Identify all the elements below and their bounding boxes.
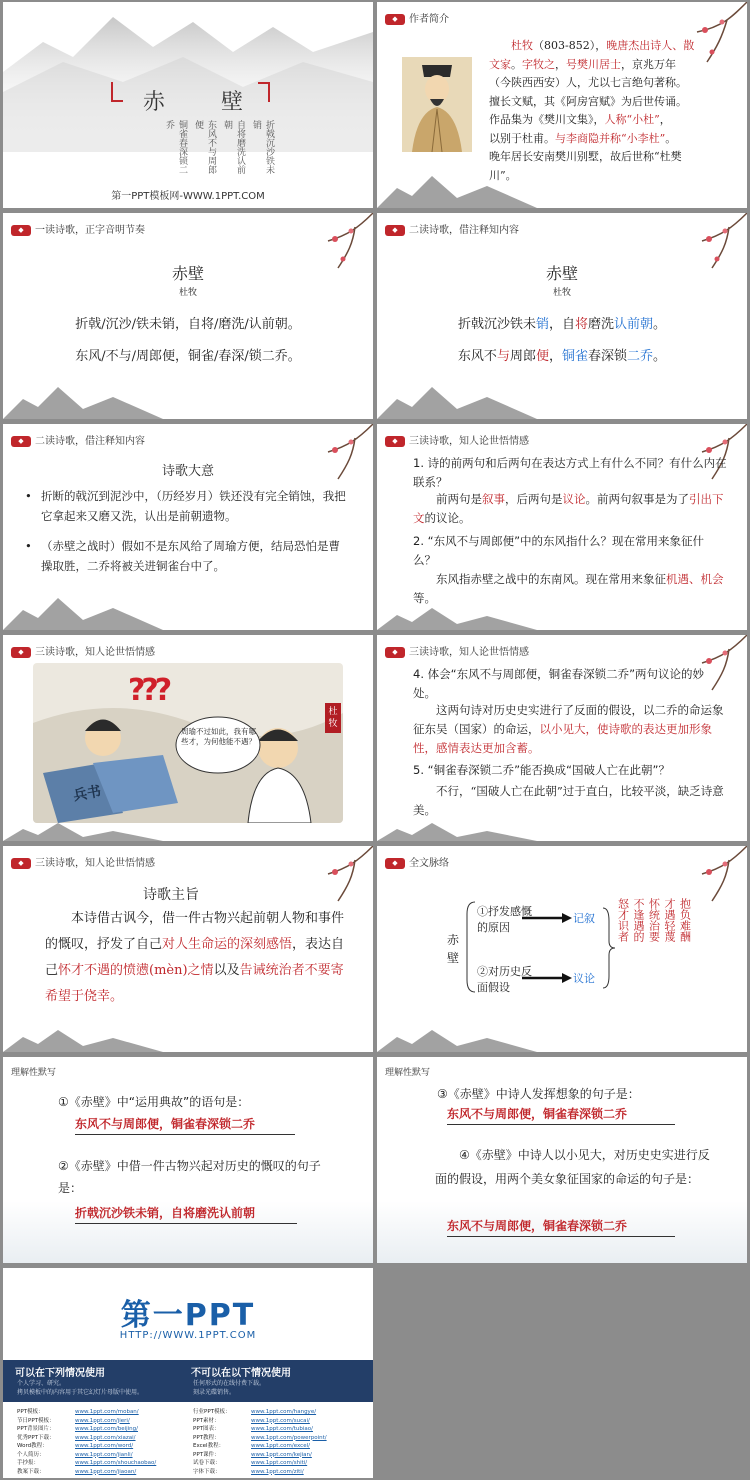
poem-column: 东风不与周郎便 [193,120,216,174]
blossom-icon [313,424,373,494]
question-1: 1. 诗的前两句和后两句在表达方式上有什么不同？有什么内在联系？ [413,456,727,489]
link-label: PPT背景图片： [17,1426,55,1432]
link[interactable]: www.1ppt.com/tubiao/ [251,1426,313,1432]
poem-column: 自将磨洗认前朝 [222,120,245,174]
cartoon-scene [33,663,343,823]
seal-icon: ◆ [385,225,405,236]
list-item: • （赤壁之战时）假如不是东风给了周瑜方便，结局恐怕是曹操取胜，二乔将被关进铜雀台中了。 [25,536,351,576]
poem-vertical [163,120,276,180]
link-row [193,1451,327,1460]
bio-line [489,74,739,93]
link-row [193,1434,327,1443]
text-run: 对人生命运的深刻感悟 [162,937,293,952]
text-run: 认前朝 [614,317,654,332]
slide-recite-1 [3,1057,373,1263]
meaning-list [25,486,351,586]
text-run: ，后两句是 [505,492,563,506]
slide-author [377,2,747,208]
footer-site: 第一PPT模板网-WWW.1PPT.COM [111,191,265,202]
text-run: 号樊川居士 [566,57,621,71]
bio-line [489,56,739,75]
text-run: 叙事 [482,492,505,506]
text-run: 人称“小杜” [604,113,660,126]
text-run: 以小见大，使诗歌的表达更加形象性，感情表达更加含蓄。 [413,722,712,755]
poem-line-2-annotated [377,345,747,364]
mountain-decoration [377,600,537,630]
text-run: 擅长文赋，其《阿房宫赋》为后世传诵。 [489,94,687,108]
slide-terms [3,1268,373,1478]
link[interactable]: www.1ppt.com/ziti/ [251,1468,304,1475]
label-discuss: 议论 [573,972,595,985]
mountain-decoration [377,369,537,419]
link-row [193,1459,327,1468]
slide-read-1 [3,213,373,419]
link-label: PPT教程： [193,1434,220,1441]
link[interactable]: www.1ppt.com/jianli/ [75,1451,133,1458]
link-row [17,1459,156,1468]
text-run: 晚唐杰出诗人、散 [606,39,695,52]
question-marks: ??? [128,673,169,708]
list-item: 拷贝模板中的内容用于其它幻灯片母版中使用。 [17,1389,144,1396]
poem-column: 铜雀春深锁二乔 [164,120,187,174]
speech-bubble: 周瑜不过如此，我有哪些才，为何他能不遇？ [181,727,256,746]
text-run: 东风不 [457,349,497,364]
recite-answer-2: 折戟沉沙铁未销，自将磨洗认前朝 [75,1204,297,1224]
link[interactable]: www.1ppt.com/hangye/ [251,1409,317,1415]
terms-band [3,1360,373,1402]
list-item: 刻录光碟销售。 [193,1389,236,1396]
slide-theme [3,846,373,1052]
text-run: （今陕西西安）人，尤以七言绝句著称。 [489,76,687,89]
recite-question-1: ①《赤壁》中“运用典故”的语句是： [58,1095,250,1109]
slide-questions-2 [377,635,747,841]
text-run: 春深锁 [588,349,628,364]
mountain-decoration [377,1022,537,1052]
conclusion-column: 怒才识者 [616,898,630,942]
text-run: 东风指赤壁之战中的东南风。现在常用来象征 [436,572,666,586]
link-label: Excel教程： [193,1443,225,1449]
link-label: 试卷下载： [193,1460,221,1466]
text-run: 磨洗 [588,317,615,332]
link-label: Word教程： [17,1443,48,1449]
label-narrate: 记叙 [573,912,595,925]
cannot-use-title: 不可以在以下情况使用 [191,1368,291,1379]
link-row [17,1417,156,1426]
link-row [17,1451,156,1460]
section-title: 诗歌主旨 [143,887,199,903]
question-2: 2. “东风不与周郎便”中的东风指什么？现在常用来象征什么？ [413,534,705,567]
mountain-decoration [3,580,163,630]
text-run: ， [659,113,671,126]
name-tag: 杜牧 [325,703,341,733]
seal-icon: ◆ [385,647,405,658]
seal-icon: ◆ [385,14,405,25]
recite-question-2: ②《赤壁》中借一件古物兴起对历史的慨叹的句子是： [58,1159,321,1195]
mountain-decoration [3,817,163,841]
text-run: 作品集为《樊川文集》， [489,113,605,126]
link[interactable]: www.1ppt.com/jieri/ [75,1417,130,1424]
link-label: 优秀PPT下载： [17,1434,55,1441]
structure-root: 赤壁 [447,933,460,965]
text-run: 以别于杜甫。 [489,131,555,145]
branch-1: ①抒发感慨的原因 [477,905,532,934]
branch-2: ②对历史反面假设 [477,965,532,994]
seal-icon: ◆ [11,647,31,658]
section-title: 诗歌大意 [161,464,214,479]
slide-title [3,2,373,208]
slide-questions-1 [377,424,747,630]
brand-logo: 第一PPT [120,1298,256,1333]
link[interactable]: www.1ppt.com/excel/ [251,1443,310,1449]
recite-answer-1: 东风不与周郎便，铜雀春深锁二乔 [75,1115,295,1135]
slide-header: ◆ 三读诗歌，知人论世悟情感 [11,643,155,658]
text-run: 。 [653,317,667,332]
text-run: 铜雀 [562,349,589,364]
answer-1 [413,490,729,528]
text-run: 销 [535,317,549,332]
recite-answer-4: 东风不与周郎便，铜雀春深锁二乔 [447,1217,675,1237]
link[interactable]: www.1ppt.com/xiazai/ [75,1434,136,1441]
link-label: 个人简历： [17,1451,45,1458]
recite-answer-3: 东风不与周郎便，铜雀春深锁二乔 [447,1105,675,1125]
text-run: 与 [496,349,510,364]
bio-line [489,130,739,149]
link-row [17,1442,156,1451]
text-run: 字牧之 [522,57,555,71]
link[interactable]: www.1ppt.com/kejian/ [251,1451,312,1458]
link-label: 节日PPT模板： [17,1417,55,1424]
conclusion-column: 才遇轻蔑 [663,898,676,942]
text-run: 本诗借古讽今，借一件古物兴起前朝人物和事件的慨叹，抒发了自己 [45,911,345,952]
cannot-use-list [193,1379,265,1397]
brand-url: HTTP://WWW.1PPT.COM [119,1330,257,1341]
bio-line [489,93,739,112]
text-run: 。 [665,131,677,145]
text-run: 便 [535,349,549,364]
slide-header: ◆ 一读诗歌，正字音明节奏 [11,221,145,236]
slide-header: ◆ 三读诗歌，知人论世悟情感 [11,854,155,869]
link-label: PPT图表： [193,1426,220,1432]
link[interactable]: www.1ppt.com/shiti/ [251,1460,308,1466]
can-use-list [17,1379,143,1397]
text-run: 的议论。 [424,511,471,525]
poem-author: 杜牧 [552,288,571,298]
answer-5 [413,782,729,820]
text-run: 。 [653,349,667,364]
text-run: 议论 [562,492,586,506]
text-run: 文家 [489,57,511,71]
mountain-decoration [377,158,537,208]
text-run: 川”。 [489,168,517,182]
link-label: 手抄报： [17,1460,40,1466]
slide-header: ◆ 三读诗歌，知人论世悟情感 [385,432,529,447]
slide-structure [377,846,747,1052]
bio-line [489,37,739,56]
recite-question-4: ④《赤壁》中诗人以小见大，对历史史实进行反面的假设，用两个美女象征国家的命运的句子是： [435,1148,710,1186]
portrait-du-mu [402,57,472,152]
link-row [17,1468,156,1477]
title-bracket-left [111,82,123,102]
link-row [193,1408,327,1417]
bio-line [489,111,739,130]
link-label: PPT课件： [193,1451,220,1458]
answer-4 [413,701,729,758]
list-item: • 折断的戟沉到泥沙中，（历经岁月）铁还没有完全销蚀，我把它拿起来又磨又洗，认出是前朝遗物。 [25,486,351,526]
slide-read-2 [377,213,747,419]
poem-title: 赤壁 [171,264,204,283]
poem-column: 折戟沉沙铁未销 [251,120,274,174]
slide-meaning [3,424,373,630]
link-row [193,1468,327,1477]
slide-header: 理解性默写 [385,1068,431,1078]
slide-header: ◆ 三读诗歌，知人论世悟情感 [385,643,529,658]
text-run: 不行，“国破人亡在此朝”过于直白，比较平淡，缺乏诗意美。 [413,784,724,817]
slide-header: 理解性默写 [11,1068,57,1078]
conclusion-column: 怀统治要 [647,898,661,942]
slide-header: ◆ 全文脉络 [385,854,449,869]
link-label: PPT素材： [193,1417,220,1424]
page-title: 赤 壁 [143,90,245,115]
slide-recite-2 [377,1057,747,1263]
seal-icon: ◆ [11,436,31,447]
theme-body [45,906,345,1010]
link[interactable]: www.1ppt.com/word/ [75,1443,134,1449]
link[interactable]: www.1ppt.com/beijing/ [75,1426,139,1432]
link-label: 行业PPT模板： [193,1409,231,1415]
seal-icon: ◆ [385,436,405,447]
can-use-title: 可以在下列情况使用 [15,1368,105,1379]
mountain-decoration [377,817,537,841]
text-run: ，自 [548,317,575,332]
text-run: 。 [511,57,522,71]
mountain-decoration [3,1022,163,1052]
link-label: 字体下载： [193,1468,221,1475]
mountain-decoration [3,369,163,419]
text-run: （803-852）， [533,39,607,52]
text-run: 这两句诗对历史史实进行了反面的假设，以二乔的命运象征东吴（国家）的命运， [413,703,724,736]
text-run: 晚年居长安南樊川别墅，故后世称“杜樊 [489,150,682,163]
conclusion-column: 抱负难酬 [678,898,692,942]
poem-line-1: 折戟/沉沙/铁未销，自将/磨洗/认前朝。 [75,317,301,332]
link-row [17,1434,156,1443]
link-row [17,1425,156,1434]
link-label: PPT模板： [17,1409,44,1415]
link-row [193,1417,327,1426]
conclusion-column: 不逢遇的 [632,898,645,942]
poem-line-1-annotated [377,313,747,332]
conclusion-vertical [615,898,692,1002]
list-item: 个人学习、研究。 [17,1380,66,1387]
text-run: 周郎 [509,349,536,364]
link-label: 教案下载： [17,1468,45,1475]
text-run: 将 [574,317,588,332]
slide-header: ◆ 二读诗歌，借注释知内容 [11,432,145,447]
link-row [17,1408,156,1417]
text-run: 。前两句叙事是为了 [585,492,689,506]
text-run: 告诫统治者不要寄希望于侥幸。 [45,963,344,1004]
text-run: 杜牧 [511,39,533,52]
links-right [193,1408,327,1476]
link[interactable]: www.1ppt.com/moban/ [75,1409,139,1415]
seal-icon: ◆ [11,225,31,236]
seal-icon: ◆ [385,858,405,869]
text-run: 与李商隐并称“小李杜” [555,131,666,145]
poem-title: 赤壁 [545,264,578,283]
link[interactable]: www.1ppt.com/powerpoint/ [251,1434,327,1441]
link-row [193,1442,327,1451]
text-run: 以及 [213,963,240,978]
text-run: ， [548,349,562,364]
slide-header: ◆ 二读诗歌，借注释知内容 [385,221,519,236]
link[interactable]: www.1ppt.com/jiaoan/ [75,1468,137,1475]
links-left [17,1408,156,1476]
text-run: 怀才不遇的愤懑(mèn)之情 [58,963,214,978]
poem-author: 杜牧 [178,288,197,298]
slide-illustration [3,635,373,841]
text-run: 引出下文 [413,492,724,525]
text-run: 等。 [413,591,436,605]
text-run: 二乔 [627,349,654,364]
text-run: 折戟沉沙铁未 [457,317,536,332]
text-run: ，京兆万年 [621,57,676,71]
link-row [193,1425,327,1434]
question-4: 4. 体会“东风不与周郎便，铜雀春深锁二乔”两句议论的妙处。 [413,667,705,700]
title-bracket-right [258,82,270,102]
recite-question-3: ③《赤壁》中诗人发挥想象的句子是： [437,1087,640,1101]
text-run: ， [555,57,566,71]
seal-icon: ◆ [11,858,31,869]
text-run: 前两句是 [436,492,482,506]
text-run: 机遇、机会 [666,572,724,586]
link[interactable]: www.1ppt.com/sucai/ [251,1417,310,1424]
book-title: 兵书 [71,783,103,805]
slide-header: ◆ 作者简介 [385,10,449,25]
text-run: ，表达自己 [45,937,345,978]
poem-line-2: 东风/不与/周郎便，铜雀/春深/锁二乔。 [75,349,301,364]
link[interactable]: www.1ppt.com/shouchaobao/ [75,1460,157,1466]
list-item: 任何形式的在线付费下载。 [193,1380,266,1387]
question-5: 5. “铜雀春深锁二乔”能否换成“国破人亡在此朝”？ [413,763,670,777]
